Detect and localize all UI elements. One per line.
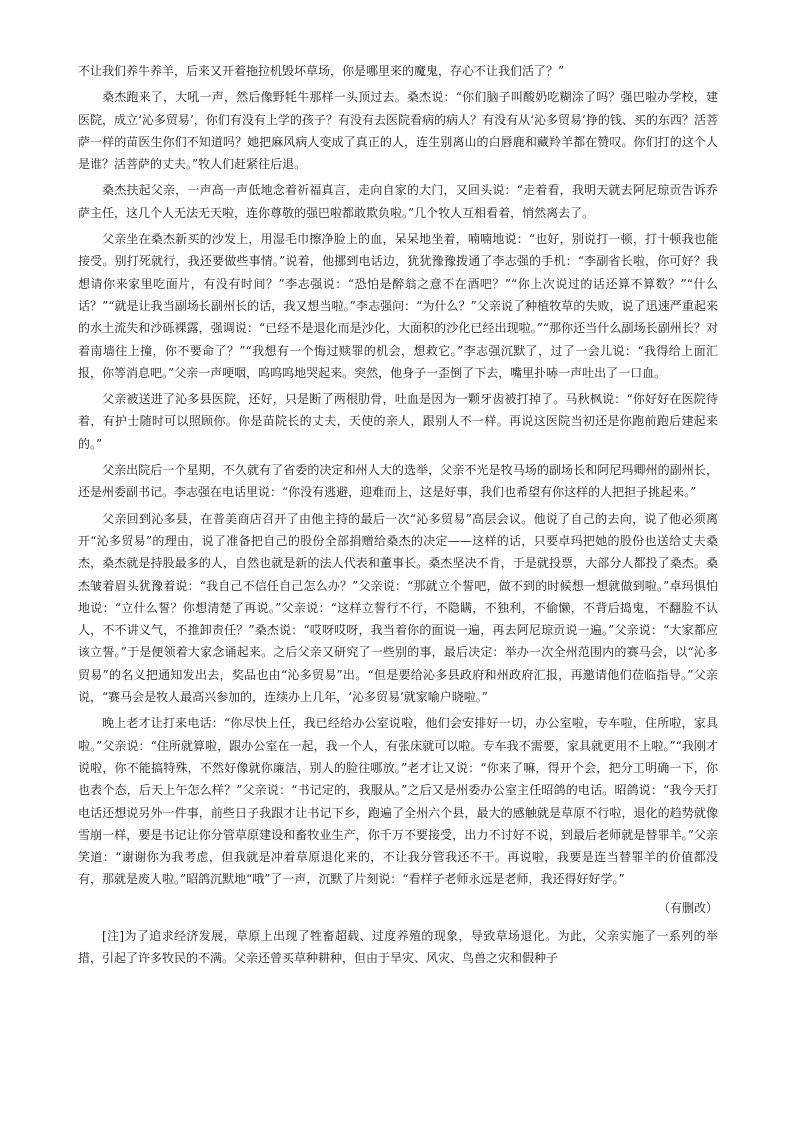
source-note: （有删改） [657,900,718,915]
paragraph: 晚上老才让打来电话：“你尽快上任，我已经给办公室说啦，他们会安排好一切，办公室啦，专车啦，住所啦，家具啦。”父亲说：“住所就算啦，跟办公室在一起，我一个人，有张床就可以啦。专车我不需要，家具就更用不上啦。”“我刚才说啦，你不能搞特殊，不然好像就你廉洁，别人的脸往哪放。”老才让又说：“你来了嘛，得开个会，把分工明确一下，你也表个态，后天上午怎么样？”父亲说：“书记定的，我服从。”之后又是州委办公室主任昭鸽的电话。昭鸽说：“我今天打电话还想说另外一件事，前些日子我跟才让书记下乡，跑遍了全州六个县，最大的感触就是草原不行啦，退化的趋势就像雪崩一样，要是书记让你分管草原建设和畜牧业生产，你千万不要接受，出力不讨好不说，到最后老师就是替罪羊。”父亲笑道：“谢谢你为我考虑，但我就是冲着草原退化来的，不让我分管我还不干。再说啦，我要是连当替罪羊的价值都没有，那就是废人啦。”昭鸽沉默地“哦”了一声，沉默了片刻说：“看样子老师永远是老师，我还得好好学。” [78,716,718,887]
paragraph: 父亲坐在桑杰新买的沙发上，用湿毛巾擦净脸上的血，呆呆地坐着，喃喃地说：“也好，别说打一顿，打十顿我也能接受。别打死就行，我还要做些事情。”说着，他挪到电话边，犹犹豫豫拨通了李志强的手机：“李副省长啦，你可好？我想请你来家里吃面片，有没有时间？”李志强说：“恐怕是醉翁之意不在酒吧？”“你上次说过的话还算不算数？”“什么话？”“就是让我当副场长副州长的话，我又想当啦。”李志强问：“为什么？”父亲说了种植牧草的失败，说了迅速严重起来的水土流失和沙砾裸露，强调说：“已经不是退化而是沙化，大面积的沙化已经出现啦。”“那你还当什么副场长副州长？对着南墙往上撞，你不要命了？”“我想有一个悔过赎罪的机会，想救它。”李志强沉默了，过了一会儿说：“我得给上面汇报，你等消息吧。”父亲一声哽咽，呜呜呜地哭起来。突然，他身子一歪倒了下去，嘴里扑哧一声吐出了一口血。 [78,232,718,380]
paragraph: 父亲出院后一个星期，不久就有了省委的决定和州人大的选举，父亲不光是牧马场的副场长和阿尼玛卿州的副州长，还是州委副书记。李志强在电话里说：“你没有逃避，迎难而上，这是好事，我们也希望有你这样的人把担子挑起来。” [78,463,718,500]
paragraph: 不让我们养牛养羊，后来又开着拖拉机毁坏草场，你是哪里来的魔鬼，存心不让我们活了？” [78,64,565,78]
paragraph: 父亲回到沁多县，在普美商店召开了由他主持的最后一次“沁多贸易”高层会议。他说了自己的去向，说了他必须离开“沁多贸易”的理由，说了准备把自己的股份全部捐赠给桑杰的决定——这样的话，只要卓玛把她的股份也送给丈夫桑杰，桑杰就是持股最多的人，自然也就是新的法人代表和董事长。桑杰坚决不肯，于是就投票，大部分人都投了桑杰。桑杰皱着眉头犹豫着说：“我自己不信任自己怎么办？”父亲说：“那就立个誓吧，做不到的时候想一想就做到啦。”卓玛惧怕地说：“立什么誓？你想清楚了再说。”父亲说：“这样立誓行不行，不隐瞒，不独利，不偷懒，不背后捣鬼，不翻脸不认人，不不讲义气，不推卸责任？”桑杰说：“哎呀哎呀，我当着你的面说一遍，再去阿尼琼贡说一遍。”父亲说：“大家都应该立誓。”于是便领着大家念诵起来。之后父亲又研究了一些别的事，最后决定：举办一次全州范围内的赛马会，以“沁多贸易”的名义把通知发出去，奖品也由“沁多贸易”出。“但是要给沁多县政府和州政府汇报，再邀请他们莅临指导。”父亲说，“赛马会是牧人最高兴参加的，连续办上几年，‘沁多贸易’就家喻户晓啦。” [78,511,718,705]
paragraph: 桑杰跑来了，大吼一声，然后像野牦牛那样一头顶过去。桑杰说：“你们脑子叫酸奶吃糊涂了吗？强巴啦办学校，建医院，成立‘沁多贸易’，你们有没有上学的孩子？有没有去医院看病的病人？有没有从‘沁多贸易’挣的钱、买的东西？活菩萨一样的苗医生你们不知道吗？她把麻风病人变成了真正的人，连生别离山的白唇鹿和藏羚羊都在赞叹。你们打的这个人是谁？活菩萨的丈夫。”牧人们赶紧往后退。 [78,90,718,172]
paragraph: 父亲被送进了沁多县医院，还好，只是断了两根肋骨，吐血是因为一颗牙齿被打掉了。马秋枫说：“你好好在医院待着，有护士随时可以照顾你。你是苗院长的丈夫，天使的亲人，跟别人不一样。再说这医院当初还是你跑前跑后建起来的。” [78,392,718,451]
paragraph: 桑杰扶起父亲，一声高一声低地念着祈福真言，走向自家的大门，又回头说：“走着看，我明天就去阿尼琼贡告诉乔萨主任，这几个人无法无天啦，连你尊敬的强巴啦都敢欺负啦。”几个牧人互相看着，悄然离去了。 [78,183,718,220]
annotation-note: [注]为了追求经济发展，草原上出现了牲畜超载、过度养殖的现象，导致草场退化。为此，父亲实施了一系列的举措，引起了许多牧民的不满。父亲还曾买草种耕种，但由于旱灾、风灾、鸟兽之灾和假种子 [78,928,718,966]
